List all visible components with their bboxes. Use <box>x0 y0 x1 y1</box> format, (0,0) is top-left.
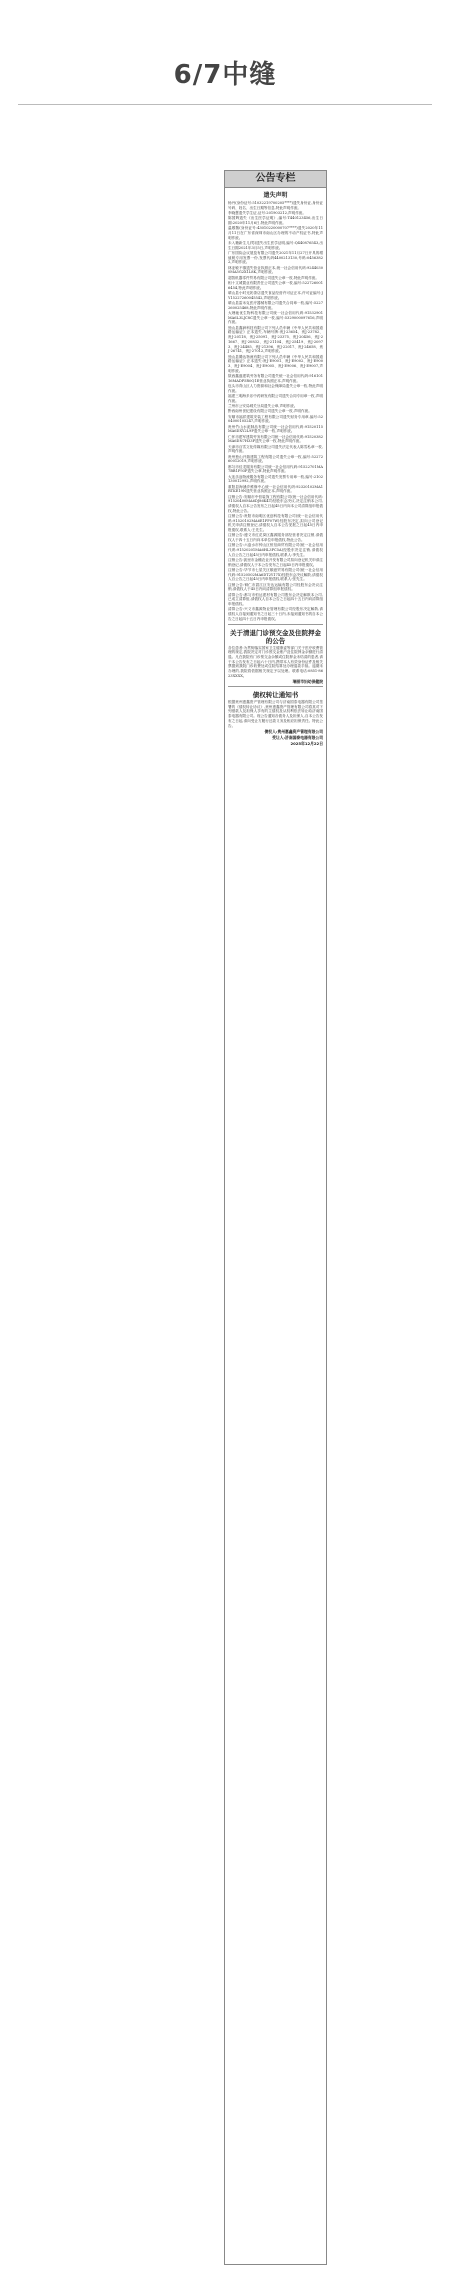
notice-column <box>224 170 327 2265</box>
notice-item: 仁怀市建军建筑劳务有限公司统一社会信用代码:91520382MA6DN7H33F遗失公章一枚,特此声明作废。 <box>228 434 323 444</box>
notice-item: 注销公告:贵阳市南明区优创科技有限公司(统一社会信用代码:91520102MA6E1FF07W)经股东决定,拟向公司登记机关申请注销登记,请债权人自本公告见报之日起45日内申报债权,联系人:王先生。 <box>228 513 323 533</box>
header-rule <box>18 104 432 105</box>
notice-item: 包头市青山区人力资源和社会保障局遗失公章一枚,特此声明作废。 <box>228 383 323 393</box>
notice-item: 注销公告:铜仁市碧江区安达运输有限公司经股东会决议注销,请债权人于45日内向清算组申报债权。 <box>228 582 323 592</box>
notice-item: 天津市百雪文化传媒有限公司遗失法定代表人陈雪私章一枚,声明作废。 <box>228 444 323 454</box>
hospital-notice-text: 各位患者:为贯彻落实国家卫生健康委等部门关于医疗收费管理的规定,我院决定对门诊预交金账户及住院押金余额进行清退。凡在我院有门诊预交金余额或住院押金未结清的患者,请于本公告发布之日起六十日内,携带本人有效身份证件及相关票据到我院门诊收费处或住院结算处办理退款手续。逾期未办理的,我院将依据相关规定予以处理。联系电话:0851-8623XXXX。 <box>228 645 323 678</box>
debt-signature-creditor: 债权人:贵州惠鑫资产管理有限公司 <box>264 728 323 734</box>
notice-item: 大连乐途物流服务有限公司遗失发票专用章一枚,编号:2102130012992,声明作废。 <box>228 474 323 484</box>
notice-item: 注销公告:安顺市中恒装饰工程有限公司(统一社会信用代码:91520400MA6DJ86K4T)经股东会决议,决定注销本公司,请债权人自本公告发布之日起45日内向本公司清算组申报债权,特此公告。 <box>228 494 323 513</box>
notice-item: 兰州市公安局城关分局遗失公章,声明作废。 <box>228 403 298 408</box>
notice-item: 贵州竹山水泥制品有限公司统一社会信用代码:91520115MA6DXY2L9P遗失公章一枚,声明作废。 <box>228 424 323 434</box>
debt-notice-text: 根据贵州惠鑫资产管理有限公司与济南国泰电器有限公司签署的《债权转让协议》,贵州惠鑫资产管理有限公司将其对下列借款人及担保人享有的主债权及从权利依法转让给济南国泰电器有限公司。现公告通知各债务人及担保人,自本公告发布之日起,请向受让方履行还款义务及相应担保责任。特此公告。 <box>228 700 323 728</box>
notice-item: 安顺市福祥建筑安装工程有限公司遗失财务专用章,编号:5204000105247,声明作废。 <box>228 414 323 424</box>
notice-item: 注销公告:凯里市金穗农业开发有限公司拟向登记机关申请注销登记,请债权人于本公告发布之日起45日内申报债权。 <box>228 558 323 567</box>
notice-item: 福建三明海多乐中药研发有限公司遗失合同专用章一枚,声明作废。 <box>228 393 323 403</box>
section-divider <box>228 686 323 687</box>
hospital-signature: 瑞丽市妇幼保健院 <box>292 679 323 685</box>
notice-item: 陈国辉遗失《出生医学证明》,编号:T440123456,出生日期:2020年11月6日,特此声明作废。 <box>228 216 323 225</box>
section-title-debt-transfer: 债权转让通知书 <box>252 691 299 700</box>
notice-item: 都匀市佳龙服务有限公司统一社会信用代码:91522701MA7BB1F93P遗失公章,特此声明作废。 <box>228 464 323 474</box>
notice-item: 相十文城置业有限责任公司遗失公章一枚,编号:5227260016454,特此声明作废。 <box>228 281 323 290</box>
notice-item: 晴山县雷米克医疗器械有限公司遗失合同章一枚,编号:5227260025468,特此声明作废。 <box>228 301 323 310</box>
section-title-hospital: 关于清退门诊预交金及住院押金的公告 <box>230 628 321 645</box>
notice-item: 杨丹(身份证号:51032219700205****)遗失身份证,身份证号码、姓名、出生日期等信息,特此声明作废。 <box>228 201 323 210</box>
notice-item: 清算公告:都匀市恒达建材有限公司股东会决定解散本公司,已成立清算组,请债权人自本公告之日起四十五日内向清算组申报债权。 <box>228 592 323 607</box>
section-title-lost-notices: 遗失声明 <box>263 192 288 199</box>
section-divider <box>228 624 323 625</box>
notice-item: 林亚敏不慎遗失营业执照正本,统一社会信用代码:92440300MA5G2X1L8K,声明作废。 <box>228 265 323 275</box>
notice-item: 未入籍新生儿(男)遗失出生医学证明,编号:Q440876543,出生日期2021年3月5日,声明作废。 <box>228 241 323 250</box>
notice-item: 大理驰优生物科技有限公司统一社会信用代码:91532901MA6L3LJC8C遗失公章一枚,编号:5329000097616,声明作废。 <box>228 311 323 325</box>
notice-item: 黔西南州世纪建设有限公司遗失公章一枚,声明作废。 <box>228 409 312 414</box>
notice-item: 李晓慧遗失学生证,证号:201903212,声明作废。 <box>228 211 306 215</box>
notice-item: 陕西鑫盛建筑劳务有限公司遗失统一社会信用代码:91610116MADP5R0Q1E营业执照正本,声明作废。 <box>228 373 323 383</box>
notice-item: 清算公告:兴义市鑫源物业管理有限公司经股东决定解散,请债权人自接到通知书之日起三十日内,未接到通知书的自本公告之日起四十五日内申报债权。 <box>228 607 323 621</box>
notice-item: 注销公告:遵义市红花岗区鑫源服务部经营者决定注销,请债权人于四十五日内向本单位申报债权,特此公告。 <box>228 533 323 543</box>
notice-item: 晴山县小时光奶茶店遗失食品经营许可证正本,许可证编号:JY15227260045542,声明作废。 <box>228 291 323 300</box>
notice-item: 广东国际会议展览有限公司遗失2021年11月27日开具的增值税专用发票一份,发票代码4400213130,号码:04563822,声明作废。 <box>228 251 323 265</box>
notice-item: 独山县腾达物流有限公司下列人员车辆《中华人民共和国道路运输证》正本遗失:贵J·E9001、贵J·E9002、贵J·E9003、贵J·E9004、贵J·E9005、贵J·E9006、贵J·E9007,声明作废。 <box>228 354 323 373</box>
column-body <box>225 188 326 746</box>
column-header: 公告专栏 <box>225 171 326 188</box>
notice-item: 贵州独山开瑞建筑工程有限公司遗失公章一枚,编号:5227260012019,声明作废。 <box>228 454 323 464</box>
notice-item: 重阳县海涵乡维修中心统一社会信用代码:92320102MA1RTKE19N遗失营业执照正本,声明作废。 <box>228 484 323 494</box>
debt-date: 2025年12月22日 <box>290 740 323 746</box>
notice-item: 注销公告:毕节市七星关区顺意贸易有限公司(统一社会信用代码:91520502MA6DT2Y17X)经股东会决议解散,请债权人自公告之日起45日内申报债权,联系人:张先生。 <box>228 568 323 582</box>
notice-list <box>228 201 323 622</box>
notice-item: 超智机器零件贸易有限公司遗失公章一枚,特此声明作废。 <box>228 275 319 280</box>
notice-item: 独山县鑫润科技有限公司下列人员车辆《中华人民共和国道路运输证》正本遗失,车辆号牌:贵J·23654、贵J·23782、贵J·20118、贵J·25091、贵J·23375、贵J·20456、贵J·21667、贵J·20832、贵J·21104、贵J·25419、贵J·20973、贵J·24485、贵J·21396、贵J·22017、贵J·24658、贵J·26741、贵J·27012,声明作废。 <box>228 325 323 354</box>
page-title: 6/7中缝 <box>173 60 277 90</box>
debt-signature-assignee: 受让人:济南国泰电器有限公司 <box>272 734 323 740</box>
notice-item: 注销公告:六盘水市钟山区恒信商贸有限公司(统一社会信用代码:91520201MA6HL3PC5A)经股东决定注销,请债权人自公告之日起45日内申报债权,联系人:李先生。 <box>228 543 323 557</box>
notice-item: 温敬敬(身份证号:43010220000707****)遗失2020年11月11日在广东省深圳市南山区办理的不动产权证书,特此声明作废。 <box>228 226 323 240</box>
